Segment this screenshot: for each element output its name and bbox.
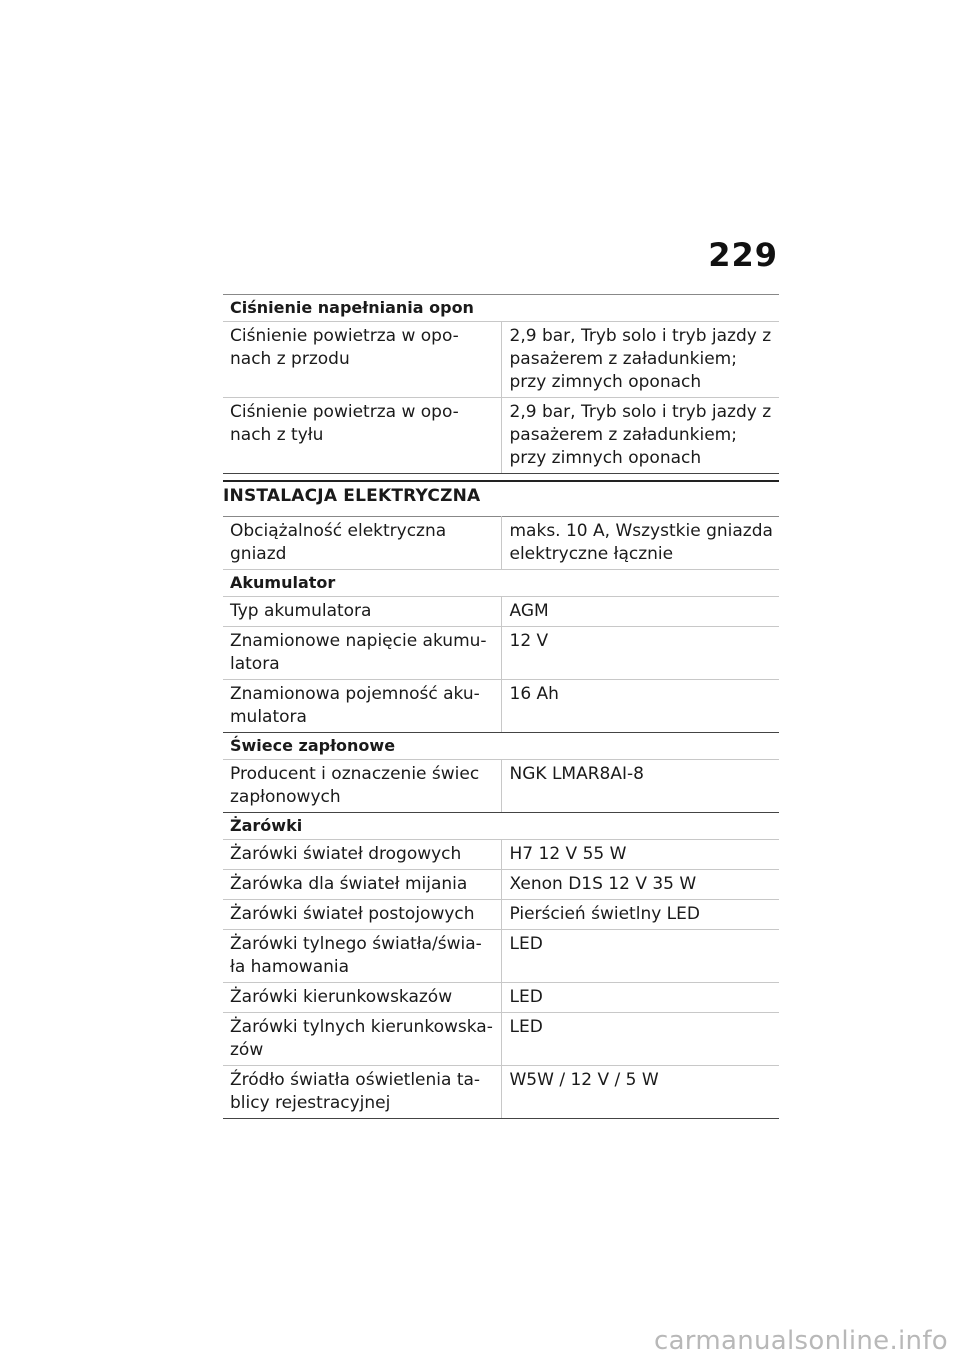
row-value: H7 12 V 55 W (501, 840, 779, 870)
row-value: LED (501, 1013, 779, 1066)
row-value: 2,9 bar, Tryb solo i tryb jazdy z pasażerem z załadunkiem; przy zimnych oponach (501, 398, 779, 474)
row-label: Żarówki świateł postojowych (223, 900, 501, 930)
row-value: 16 Ah (501, 680, 779, 733)
table-row (223, 398, 779, 474)
electrical-section (223, 480, 779, 1119)
row-label: Znamionowe napięcie akumu- latora (223, 627, 501, 680)
table-row (223, 1013, 779, 1066)
row-label: Żarówka dla świateł mijania (223, 870, 501, 900)
row-value: AGM (501, 597, 779, 627)
spark-plugs-heading: Świece zapłonowe (223, 733, 779, 760)
battery-heading: Akumulator (223, 570, 779, 597)
table-row (223, 627, 779, 680)
row-value: W5W / 12 V / 5 W (501, 1066, 779, 1119)
table-row (223, 840, 779, 870)
table-row (223, 517, 779, 570)
bulbs-heading: Żarówki (223, 813, 779, 840)
table-row (223, 1066, 779, 1119)
row-label: Ciśnienie powietrza w opo- nach z przodu (223, 322, 501, 398)
electrical-table (223, 516, 779, 1119)
row-label: Żarówki tylnych kierunkowska- zów (223, 1013, 501, 1066)
row-label: Obciążalność elektryczna gniazd (223, 517, 501, 570)
row-value: NGK LMAR8AI-8 (501, 760, 779, 813)
row-value: LED (501, 930, 779, 983)
table-row (223, 597, 779, 627)
table-row (223, 900, 779, 930)
row-value: 2,9 bar, Tryb solo i tryb jazdy z pasażerem z załadunkiem; przy zimnych oponach (501, 322, 779, 398)
table-row (223, 760, 779, 813)
table-row (223, 680, 779, 733)
row-label: Znamionowa pojemność aku- mulatora (223, 680, 501, 733)
row-label: Żarówki tylnego światła/świa- ła hamowania (223, 930, 501, 983)
row-value: Xenon D1S 12 V 35 W (501, 870, 779, 900)
table-row (223, 930, 779, 983)
row-label: Ciśnienie powietrza w opo- nach z tyłu (223, 398, 501, 474)
tire-pressure-table (223, 294, 779, 474)
row-label: Żarówki świateł drogowych (223, 840, 501, 870)
table-row (223, 870, 779, 900)
row-value: LED (501, 983, 779, 1013)
row-value: maks. 10 A, Wszystkie gniazda elektryczne łącznie (501, 517, 779, 570)
table-row (223, 983, 779, 1013)
row-label: Producent i oznaczenie świec zapłonowych (223, 760, 501, 813)
page-number: 229 (708, 236, 778, 274)
table-row (223, 322, 779, 398)
row-label: Typ akumulatora (223, 597, 501, 627)
tire-pressure-section (223, 294, 779, 474)
watermark: carmanualsonline.info (653, 1326, 948, 1356)
section-title: INSTALACJA ELEKTRYCZNA (223, 480, 779, 516)
row-label: Źródło światła oświetlenia ta- blicy rejestracyjnej (223, 1066, 501, 1119)
tire-pressure-heading: Ciśnienie napełniania opon (223, 295, 779, 322)
row-value: 12 V (501, 627, 779, 680)
row-label: Żarówki kierunkowskazów (223, 983, 501, 1013)
row-value: Pierścień świetlny LED (501, 900, 779, 930)
